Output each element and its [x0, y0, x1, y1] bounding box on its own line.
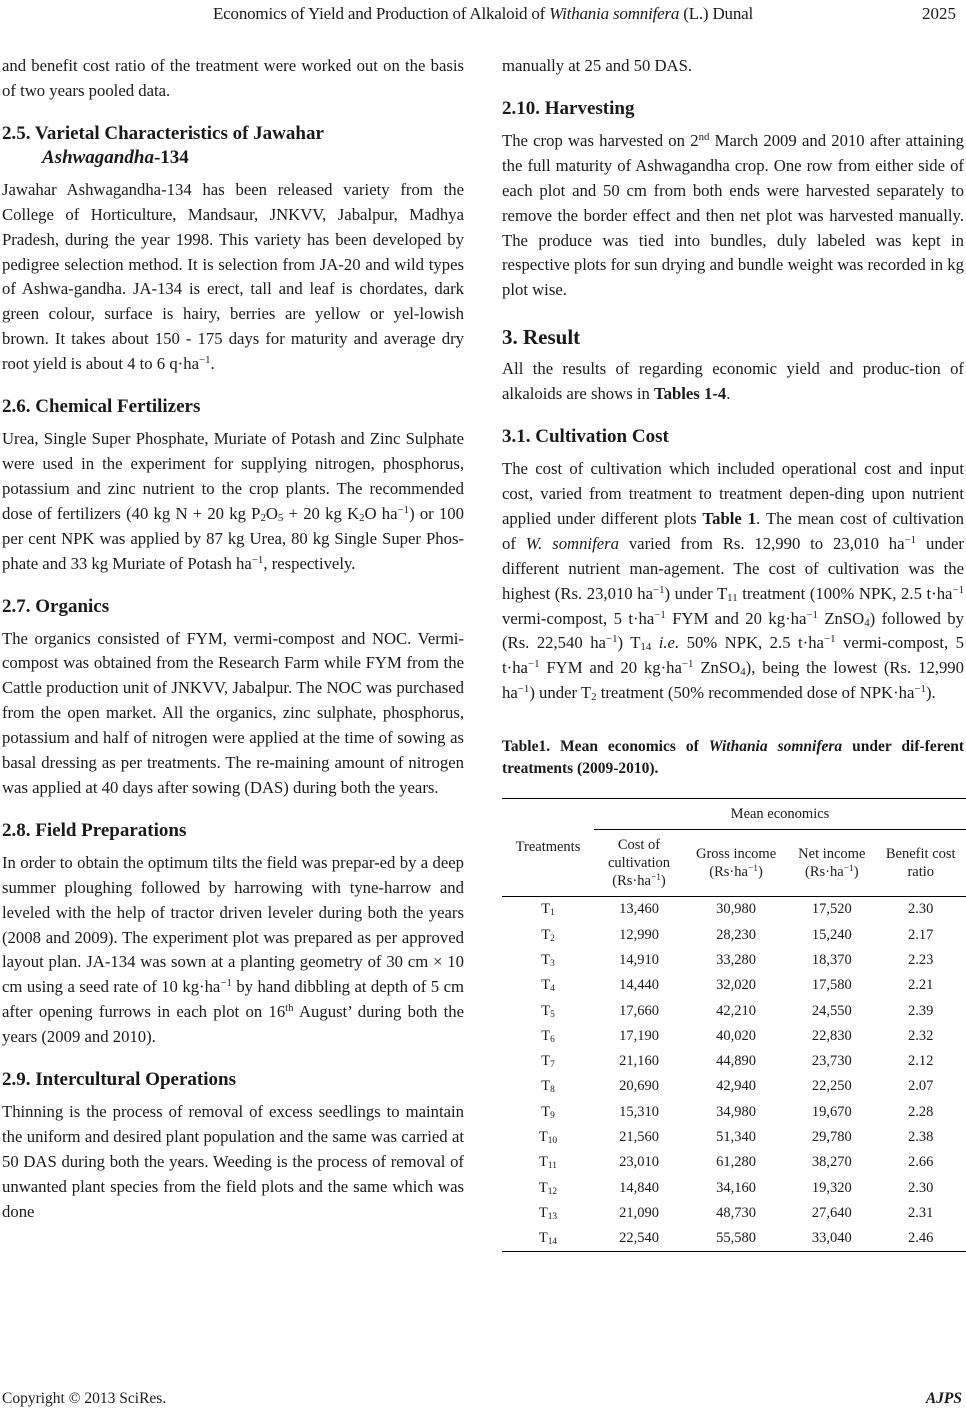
cell-treatment: $T_{11}$: [539, 1154, 557, 1172]
copyright: Copyright © 2013 SciRes.: [2, 1390, 167, 1407]
cell-net: 15,240: [811, 926, 852, 943]
cell-gross: 51,340: [716, 1128, 756, 1145]
cell-treatment: $T_{12}$: [538, 1179, 558, 1197]
cell-cost: 21,560: [619, 1128, 659, 1145]
cell-bcr: 2.38: [908, 1128, 934, 1145]
cell-bcr: 2.31: [908, 1204, 934, 1221]
table-row: [502, 948, 966, 973]
cell-treatment: $T_8$: [541, 1078, 555, 1096]
section-3: [502, 325, 964, 407]
cell-cost: 21,090: [619, 1204, 659, 1221]
cell-gross: 34,980: [716, 1103, 756, 1120]
cell-net: 29,780: [811, 1128, 852, 1145]
table-row: [502, 922, 966, 947]
section-heading: 2.8. Field Preparations: [2, 819, 187, 841]
section-2-8: [2, 819, 464, 1050]
cell-cost: 20,690: [619, 1078, 659, 1095]
cell-gross: 40,020: [716, 1027, 756, 1044]
table-row: [502, 1074, 966, 1099]
cell-treatment: $T_{13}$: [538, 1204, 558, 1222]
table-row: [502, 998, 966, 1023]
intro-paragraph: manually at 25 and 50 DAS.: [502, 56, 693, 75]
table-row: [502, 1049, 966, 1074]
cell-treatment: $T_6$: [541, 1027, 555, 1045]
cell-bcr: 2.12: [908, 1053, 934, 1070]
section-body: The cost of cultivation which included operational cost and input cost, varied from treatment to treatment depen-ding upon nutrient applied under different plots Table 1. The mean cost of cultivation of W. somnifera varied from Rs. 12,990 to 23,010 $ha^{-1}$ under different nutrient man-agement. The cost of cultivation was the highest (Rs. 23,010 $ha^{-1}$) under $T_{11}$ treatment (100% NPK, 2.5 $t\cdot ha^{-1}$ vermi-compost, 5 $t\cdot ha^{-1}$ FYM and 20 $kg\cdot ha^{-1}$ ZnSO$_4$) followed by (Rs. 22,540 $ha^{-1}$) $T_{14}$ i.e. 50% NPK, 2.5 $t\cdot ha^{-1}$ vermi-compost, 5 $t\cdot ha^{-1}$ FYM and 20 $kg\cdot ha^{-1}$ ZnSO$_4$), being the lowest (Rs. 12,990 $ha^{-1}$) under $T_2$ treatment (50% recommended dose of $NPK\cdot ha^{-1}$).: [502, 459, 965, 704]
section-heading: 3.1. Cultivation Cost: [502, 426, 669, 448]
cell-gross: 32,020: [716, 977, 756, 994]
section-body: Urea, Single Super Phosphate, Muriate of Potash and Zinc Sulphate were used in the experiment for supplying nitrogen, phosphorus, potassium and zinc nutrient to the crop plants. The recommended dose of fertilizers (40 kg N + 20 kg $P_2O_5 + 20$ kg $K_2O$ $ha^{-1}$) or 100 per cent NPK was applied by 87 kg Urea, 80 kg Single Super Phos-phate and 33 kg Muriate of Potash $ha^{-1}$, respectively.: [2, 429, 464, 573]
cell-treatment: $T_3$: [541, 951, 555, 969]
col-header-bcr: Benefit cost ratio: [885, 846, 956, 881]
cell-cost: 23,010: [619, 1154, 659, 1171]
cell-bcr: 2.30: [908, 1179, 934, 1196]
cell-net: 33,040: [811, 1230, 852, 1247]
cell-treatment: $T_5$: [541, 1002, 555, 1020]
cell-cost: 13,460: [619, 901, 659, 918]
economics-table: [502, 798, 966, 1252]
cell-net: 17,520: [811, 901, 852, 918]
table-caption: Table1. Mean economics of Withania somnifera under dif-ferent treatments (2009-2010).: [502, 738, 964, 778]
section-heading: 3. Result: [502, 325, 581, 350]
cell-net: 19,320: [811, 1179, 852, 1196]
cell-treatment: $T_{10}$: [538, 1128, 558, 1146]
cell-cost: 17,660: [619, 1002, 659, 1019]
cell-cost: 14,910: [619, 951, 659, 968]
section-3-1: [502, 425, 964, 706]
cell-bcr: 2.21: [908, 977, 934, 994]
table-row: [502, 973, 966, 998]
cell-gross: 30,980: [716, 901, 756, 918]
cell-cost: 14,840: [619, 1179, 659, 1196]
cell-treatment: $T_9$: [541, 1103, 555, 1121]
section-2-10: [502, 97, 964, 303]
cell-net: 17,580: [811, 977, 852, 994]
table-body: [502, 897, 966, 1252]
table-row: [502, 1024, 966, 1049]
section-2-9: [2, 1068, 464, 1225]
table-row: [502, 1150, 966, 1175]
section-body: All the results of regarding economic yield and produc-tion of alkaloids are shows in Tables 1-4.: [502, 359, 964, 404]
running-title: Economics of Yield and Production of Alkaloid of Withania somnifera (L.) Dunal: [213, 4, 753, 23]
section-heading: 2.9. Intercultural Operations: [2, 1069, 236, 1091]
cell-cost: 14,440: [619, 977, 659, 994]
section-body: In order to obtain the optimum tilts the field was prepar-ed by a deep summer ploughing followed by harrowing with tyne-harrow and leveled with the help of tractor driven leveler during both the years (2008 and 2009). The experiment plot was prepared as per approved layout plan. JA-134 was sown at a planting geometry of 30 cm × 10 cm using a seed rate of 10 $kg\cdot ha^{-1}$ by hand dibbling at depth of 5 cm after opening furrows in each plot on 16th August’ during both the years (2009 and 2010).: [2, 852, 465, 1047]
cell-cost: 12,990: [619, 926, 659, 943]
cell-net: 38,270: [811, 1154, 852, 1171]
cell-net: 23,730: [811, 1053, 852, 1070]
table-row: [502, 1125, 966, 1150]
group-header: Mean economics: [594, 799, 966, 830]
cell-gross: 48,730: [716, 1204, 756, 1221]
col-header-net: Net income $(Rs\cdot ha^{-1})$: [798, 846, 866, 881]
section-body: The crop was harvested on 2nd March 2009 and 2010 after attaining the full maturity of Ashwagandha crop. One row from either side of each plot and 50 cm from both ends were harvested separately to remove the border effect and then net plot was harvested manually. The produce was tied into bundles, duly labeled was kept in respective plots for sun drying and bundle weight was recorded in kg plot wise.: [502, 130, 964, 300]
cell-treatment: $T_2$: [541, 926, 555, 944]
cell-bcr: 2.17: [908, 926, 934, 943]
cell-net: 19,670: [811, 1103, 852, 1120]
running-header: [0, 2, 966, 26]
section-heading: 2.6. Chemical Fertilizers: [2, 396, 201, 418]
section-body: The organics consisted of FYM, vermi-compost and NOC. Vermi-compost was obtained from the Research Farm while FYM from the Cattle production unit of JNKVV, Jabalpur. The NOC was purchased from the open market. All the organics, zinc sulphate, phosphorus, potassium and half of nitrogen were applied at the time of sowing as basal dressing as per treatments. The re-maining amount of nitrogen was applied at 40 days after sowing (DAS) during both the years.: [2, 628, 464, 797]
section-2-7: [2, 595, 464, 801]
table-row: [502, 1100, 966, 1125]
cell-gross: 61,280: [716, 1154, 756, 1171]
section-heading: 2.7. Organics: [2, 595, 110, 617]
cell-gross: 34,160: [716, 1179, 756, 1196]
cell-treatment: $T_7$: [541, 1053, 555, 1070]
cell-bcr: 2.28: [908, 1103, 934, 1120]
section-body: Thinning is the process of removal of excess seedlings to maintain the uniform and desired plant population and the same was carried at 50 DAS during both the years. Weeding is the process of removal of unwanted plant species from the field plots and the same which was done: [2, 1102, 464, 1221]
section-heading: 2.5. Varietal Characteristics of Jawahar Ashwagandha-134: [2, 122, 324, 168]
cell-gross: 42,210: [716, 1002, 756, 1019]
table-row: [502, 1201, 966, 1226]
cell-bcr: 2.07: [908, 1078, 934, 1095]
cell-treatment: $T_1$: [541, 901, 555, 919]
col-header-gross: Gross income $(Rs\cdot ha^{-1})$: [695, 846, 777, 881]
cell-bcr: 2.23: [908, 951, 934, 968]
cell-bcr: 2.32: [908, 1027, 934, 1044]
table-row: [502, 1175, 966, 1200]
cell-cost: 15,310: [619, 1103, 659, 1120]
cell-gross: 42,940: [716, 1078, 756, 1095]
cell-treatment: $T_4$: [541, 977, 555, 995]
section-heading: 2.10. Harvesting: [502, 97, 635, 119]
cell-treatment: $T_{14}$: [538, 1230, 558, 1248]
section-2-6: [2, 395, 464, 576]
cell-bcr: 2.30: [908, 901, 934, 918]
cell-cost: 21,160: [619, 1053, 659, 1070]
cell-bcr: 2.66: [908, 1154, 934, 1171]
section-2-5: [2, 122, 464, 377]
right-column: [502, 54, 964, 1252]
page-footer: [2, 1390, 964, 1408]
cell-net: 24,550: [811, 1002, 852, 1019]
page-number: 2025: [922, 4, 956, 23]
cell-net: 27,640: [811, 1204, 852, 1221]
cell-net: 22,830: [811, 1027, 852, 1044]
col-header-treatments: Treatments: [502, 799, 594, 897]
left-column: [2, 54, 464, 1225]
col-header-cost: Cost of cultivation $(Rs\cdot ha^{-1})$: [607, 837, 670, 890]
cell-bcr: 2.46: [908, 1230, 934, 1247]
intro-paragraph: and benefit cost ratio of the treatment were worked out on the basis of two years pooled data.: [2, 56, 464, 100]
cell-gross: 55,580: [716, 1230, 756, 1247]
cell-bcr: 2.39: [908, 1002, 934, 1019]
cell-cost: 22,540: [619, 1230, 659, 1247]
table-row: [502, 897, 966, 923]
cell-gross: 28,230: [716, 926, 756, 943]
journal-abbrev: AJPS: [925, 1390, 962, 1407]
cell-gross: 33,280: [716, 951, 756, 968]
cell-net: 18,370: [811, 951, 852, 968]
cell-cost: 17,190: [619, 1027, 659, 1044]
section-body: Jawahar Ashwagandha-134 has been released variety from the College of Horticulture, Mandsaur, JNKVV, Jabalpur, Madhya Pradesh, during the year 1998. This variety has been developed by pedigree selection method. It is selection from JA-20 and wild types of Ashwa-gandha. JA-134 is erect, tall and leaf is chordates, dark green colour, surface is hairy, berries are yellow or yel-lowish brown. It takes about 150 - 175 days for maturity and average dry root yield is about 4 to 6 $q\cdot ha^{-1}$.: [2, 179, 464, 374]
table-row: [502, 1226, 966, 1252]
cell-gross: 44,890: [716, 1053, 756, 1070]
cell-net: 22,250: [811, 1078, 852, 1095]
